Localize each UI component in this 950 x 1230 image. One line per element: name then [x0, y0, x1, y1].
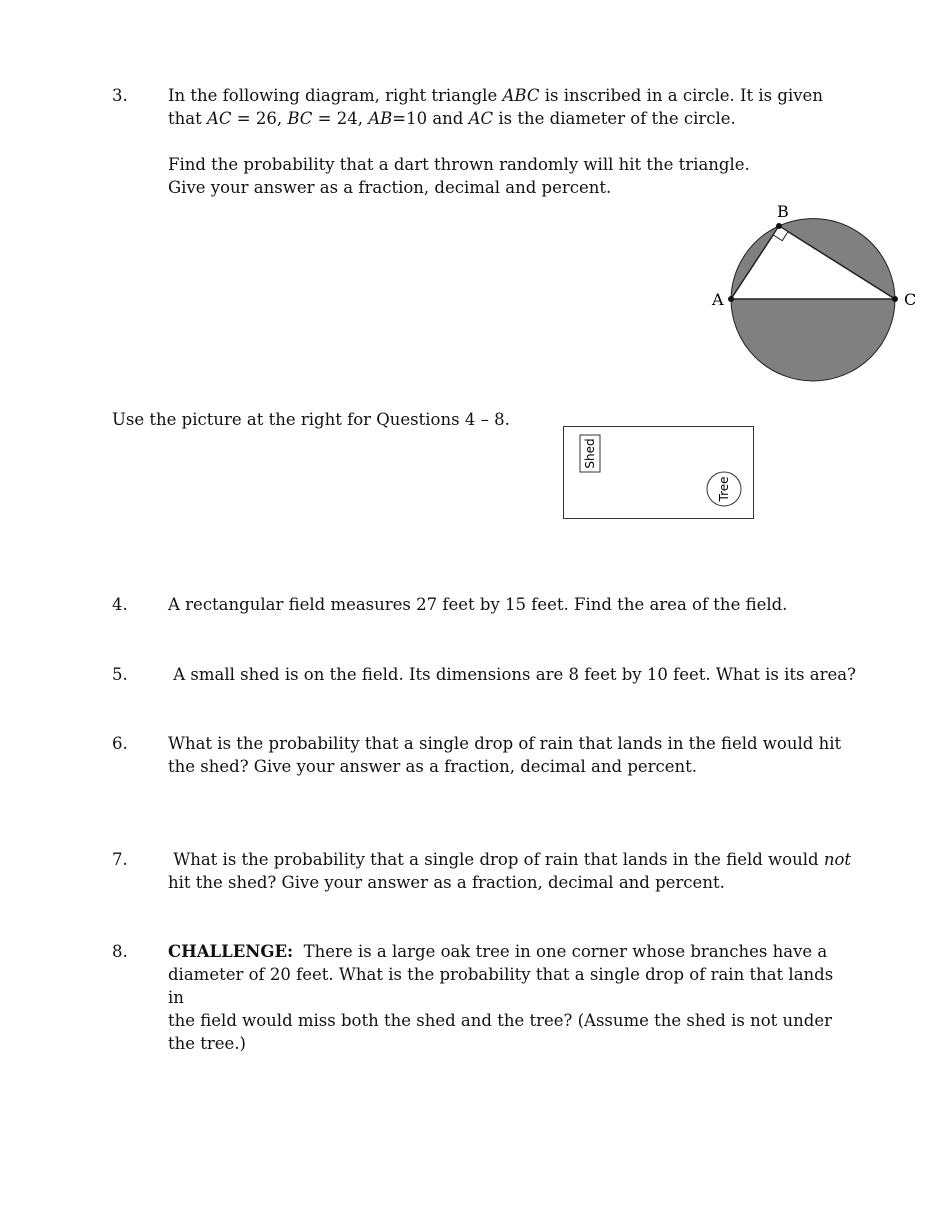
tree-label: Tree [717, 476, 731, 502]
emphasis-not: not [823, 850, 852, 869]
question-3 [112, 84, 842, 199]
question-7-line-1: What is the probability that a single drop of rain that lands in the field would not [168, 850, 852, 869]
question-3-line-4: Give your answer as a fraction, decimal and percent. [168, 178, 612, 197]
question-7-line-2: hit the shed? Give your answer as a fraction, decimal and percent. [168, 873, 725, 892]
question-number: 7. [112, 850, 128, 869]
question-6-line-1: What is the probability that a single drop of rain that lands in the field would hit [168, 734, 842, 753]
question-6-line-2: the shed? Give your answer as a fraction, decimal and percent. [168, 757, 698, 776]
vertex-b-label: B [777, 202, 789, 221]
question-4 [112, 593, 842, 616]
question-8-line-2: diameter of 20 feet. What is the probability that a single drop of rain that lands in [168, 965, 834, 1007]
question-number: 4. [112, 595, 128, 614]
var-ac: AC [468, 109, 494, 128]
question-8-line-4: the tree.) [168, 1034, 246, 1053]
question-4-text: A rectangular field measures 27 feet by 15 feet. Find the area of the field. [168, 595, 788, 614]
challenge-label: CHALLENGE: [168, 942, 294, 961]
var-abc: ABC [502, 86, 540, 105]
var-ab: AB [368, 109, 393, 128]
question-8-line-3: the field would miss both the shed and the tree? (Assume the shed is not under [168, 1011, 832, 1030]
vertex-c-label: C [904, 290, 917, 309]
question-number: 6. [112, 734, 128, 753]
var-ac: AC [206, 109, 232, 128]
question-8 [112, 940, 842, 1055]
vertex-a-point [728, 296, 734, 302]
vertex-b-point [776, 223, 782, 229]
question-number: 3. [112, 86, 128, 105]
shaded-semicircle [731, 299, 895, 381]
question-number: 8. [112, 942, 128, 961]
question-3-line-1: In the following diagram, right triangle ABC is inscribed in a circle. It is given [168, 86, 823, 105]
question-6 [112, 732, 842, 778]
question-7 [112, 848, 872, 894]
question-5-text: A small shed is on the field. Its dimensions are 8 feet by 10 feet. What is its area? [168, 665, 856, 684]
inscribed-triangle-diagram [700, 198, 930, 390]
question-5 [112, 663, 872, 686]
shed-label: Shed [583, 438, 597, 469]
question-3-line-3: Find the probability that a dart thrown randomly will hit the triangle. [168, 155, 750, 174]
question-3-line-2: that AC = 26, BC = 24, AB=10 and AC is the diameter of the circle. [168, 109, 736, 128]
vertex-c-point [892, 296, 898, 302]
vertex-a-label: A [712, 290, 724, 309]
question-number: 5. [112, 665, 128, 684]
questions-4-8-intro: Use the picture at the right for Questions 4 – 8. [112, 410, 510, 429]
question-8-line-1: CHALLENGE: There is a large oak tree in one corner whose branches have a [168, 942, 828, 961]
field-picture [562, 425, 756, 521]
var-bc: BC [287, 109, 313, 128]
